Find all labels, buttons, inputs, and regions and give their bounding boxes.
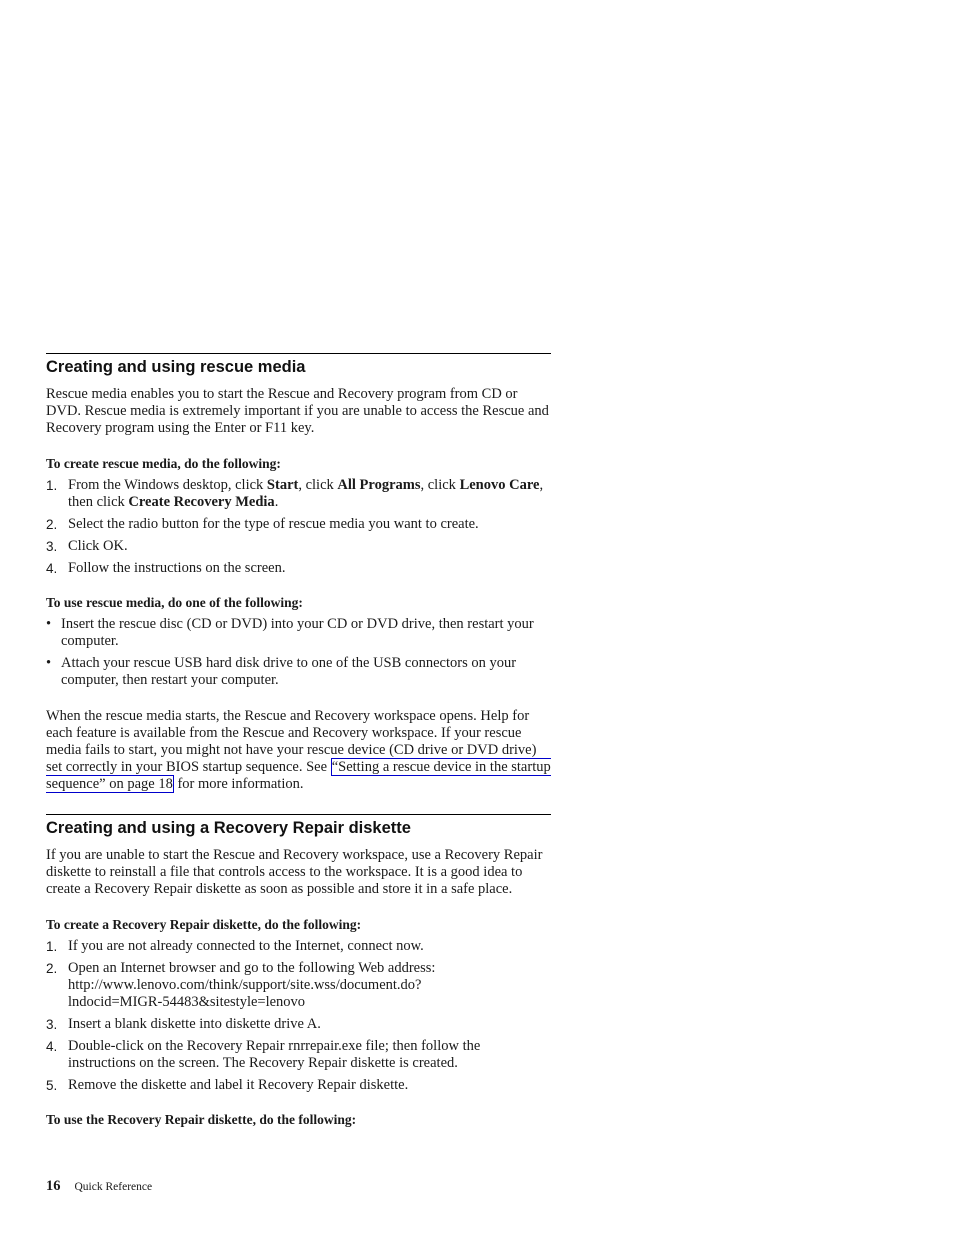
- list-item: [46, 655, 551, 689]
- subheading-create: To create rescue media, do the following:: [46, 455, 281, 471]
- step-text: , click: [420, 476, 460, 493]
- subheading-create: To create a Recovery Repair diskette, do the following:: [46, 916, 362, 932]
- document-title: Quick Reference: [74, 1181, 153, 1193]
- step-number: 2.: [46, 516, 58, 532]
- step-text: .: [274, 493, 279, 510]
- list-item: [46, 538, 551, 555]
- section-heading: Creating and using rescue media: [46, 358, 306, 376]
- list-item: [46, 616, 551, 650]
- list-item: [46, 1077, 551, 1094]
- list-item: [46, 477, 551, 511]
- section-heading: Creating and using a Recovery Repair diskette: [46, 819, 411, 837]
- web-address: http://www.lenovo.com/think/support/site.wss/document.do?: [68, 976, 422, 993]
- step-number: 1.: [46, 477, 58, 493]
- step-number: 3.: [46, 1017, 58, 1033]
- list-item: [46, 1016, 551, 1033]
- step-text: Double-click on the Recovery Repair rnrrepair.exe file; then follow the instructions on the screen. The Recovery Repair diskette is created.: [68, 1038, 481, 1072]
- subheading-use: To use the Recovery Repair diskette, do the following:: [46, 1112, 357, 1128]
- page-number: 16: [46, 1178, 61, 1194]
- use-bullet-list: [46, 616, 551, 690]
- list-item: [46, 938, 551, 955]
- bullet-text: Insert the rescue disc (CD or DVD) into your CD or DVD drive, then restart your computer.: [61, 616, 534, 650]
- step-text: From the Windows desktop, click: [68, 476, 267, 493]
- create-steps-list: [46, 938, 551, 1095]
- section-recovery-repair-diskette: [46, 814, 551, 1133]
- create-steps-list: [46, 477, 551, 577]
- step-text: Remove the diskette and label it Recovery Repair diskette.: [68, 1077, 409, 1094]
- web-address: lndocid=MIGR-54483&sitestyle=lenovo: [68, 994, 306, 1011]
- step-text: Follow the instructions on the screen.: [68, 559, 286, 576]
- ui-term: All Programs: [337, 476, 421, 493]
- page-footer: [46, 1178, 152, 1195]
- step-number: 4.: [46, 560, 58, 576]
- list-item: [46, 516, 551, 533]
- section-rescue-media: [46, 353, 551, 794]
- step-text: Insert a blank diskette into diskette drive A.: [68, 1016, 321, 1033]
- intro-paragraph: Rescue media enables you to start the Rescue and Recovery program from CD or DVD. Rescue media is extremely important if you are unable to access the Rescue and Recovery program using the Enter or F11 key.: [46, 386, 549, 437]
- subheading-use: To use rescue media, do one of the following:: [46, 595, 303, 611]
- list-item: [46, 560, 551, 577]
- step-number: 2.: [46, 960, 58, 976]
- ui-term: Start: [266, 476, 299, 493]
- list-item: [46, 1038, 551, 1072]
- step-text: Open an Internet browser and go to the following Web address:: [68, 959, 436, 976]
- bullet-icon: •: [46, 616, 52, 633]
- step-text: Select the radio button for the type of rescue media you want to create.: [68, 515, 479, 532]
- cross-reference-link[interactable]: “Setting a rescue device in the startup sequence” on page 18: [46, 759, 551, 793]
- step-number: 1.: [46, 938, 58, 954]
- step-text: If you are not already connected to the Internet, connect now.: [68, 937, 424, 954]
- ui-term: Lenovo Care: [459, 476, 540, 493]
- outro-text: When the rescue media starts, the Rescue and Recovery workspace opens. Help for each feature is available from the Rescue and Recovery workspace. If your rescue media fails to start, you might not have your rescue device (CD drive or DVD drive) set correctly in your BIOS startup sequence. See: [46, 707, 537, 776]
- outro-paragraph: [46, 708, 551, 794]
- step-number: 5.: [46, 1078, 58, 1094]
- step-number: 4.: [46, 1039, 58, 1055]
- bullet-text: Attach your rescue USB hard disk drive to one of the USB connectors on your computer, then restart your computer.: [61, 655, 517, 689]
- bullet-icon: •: [46, 655, 52, 672]
- intro-paragraph: If you are unable to start the Rescue and Recovery workspace, use a Recovery Repair diskette to reinstall a file that controls access to the workspace. It is a good idea to create a Recovery Repair diskette as soon as possible and store it in a safe place.: [46, 847, 543, 898]
- ui-term: Create Recovery Media: [128, 493, 275, 510]
- step-text: , click: [298, 476, 338, 493]
- list-item: [46, 960, 551, 1012]
- step-number: 3.: [46, 538, 58, 554]
- step-text: Click OK.: [68, 537, 128, 554]
- step-text: , then click: [68, 476, 544, 510]
- outro-text: for more information.: [173, 776, 304, 793]
